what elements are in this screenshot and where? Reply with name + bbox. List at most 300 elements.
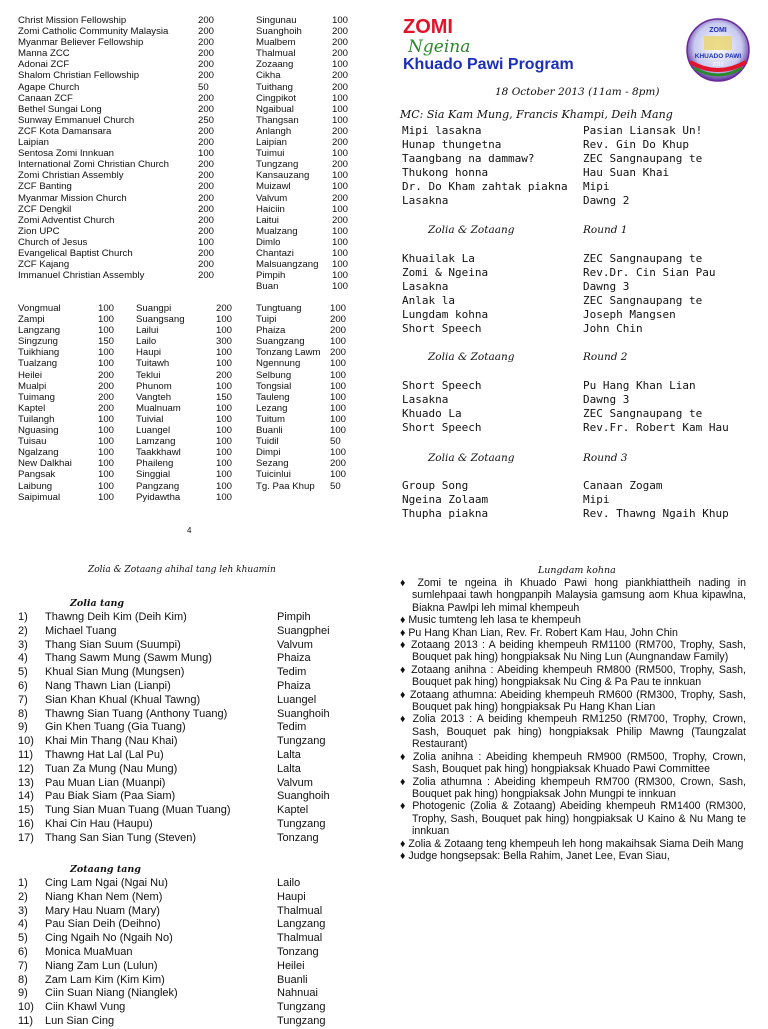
organization-amount: 200	[198, 15, 215, 26]
place-name: Pangsak	[18, 469, 56, 481]
place-name: Tauleng	[256, 391, 290, 403]
program-block-4	[402, 479, 762, 521]
place-name: Ngaibual	[256, 103, 294, 115]
zotaang-heading: Zotaang tang	[70, 864, 141, 875]
place-amount: 100	[330, 469, 347, 481]
place-amount: 100	[216, 325, 233, 337]
place-name: Mualzang	[256, 225, 298, 237]
contestant-village: Thalmual	[277, 932, 323, 945]
places-list-bottom	[18, 303, 358, 503]
contestant-name: Niang Zam Lun (Lulun)	[45, 959, 158, 972]
organization-amount: 200	[198, 214, 215, 226]
contestant-row	[18, 987, 368, 1001]
svg-text:2013: 2013	[712, 62, 724, 68]
place-row	[18, 370, 358, 381]
contestant-village: Tedim	[277, 666, 307, 679]
place-row	[18, 469, 358, 480]
place-amount: 200	[98, 402, 115, 414]
program-performer: Joseph Mangsen	[583, 308, 676, 321]
place-amount: 100	[98, 491, 115, 503]
place-name: Tg. Paa Khup	[256, 480, 315, 492]
place-name: Tonzang Lawm	[256, 347, 321, 359]
organization-row	[18, 70, 218, 81]
program-row	[402, 266, 762, 280]
place-row	[256, 126, 356, 137]
program-row	[402, 507, 762, 521]
thanks-item: ♦ Zotaang anihna : Abeiding khempeuh RM800 (RM500, Trophy, Sash, Bouquet pak hing) hongpiaksak Nu Cing & Pa Pau te innkuan	[400, 663, 746, 689]
contestant-name: Thawng Hat Lal (Lal Pu)	[45, 748, 164, 761]
program-item: Dr. Do Kham zahtak piakna	[402, 180, 568, 193]
program-item: Lasakna	[402, 280, 449, 293]
place-amount: 200	[332, 192, 349, 204]
place-row	[18, 392, 358, 403]
contestant-number: 10)	[18, 1001, 34, 1014]
organization-row	[18, 48, 218, 59]
contestant-name: Khual Sian Mung (Mungsen)	[45, 666, 185, 679]
brand-ngeina: Ngeina	[408, 37, 471, 57]
place-amount: 100	[216, 436, 233, 448]
place-amount: 100	[330, 380, 347, 392]
organization-amount: 200	[198, 159, 215, 171]
program-row	[402, 493, 762, 507]
round-1-title: Round 1	[583, 224, 628, 236]
place-name: New Dalkhai	[18, 458, 72, 470]
organization-name: Agape Church	[18, 81, 80, 93]
place-amount: 100	[330, 358, 347, 370]
thanks-heading: Lungdam kohna	[538, 565, 616, 576]
contestant-village: Pimpih	[277, 611, 311, 623]
place-row	[256, 170, 356, 181]
place-row	[18, 314, 358, 325]
place-name: Vongmual	[18, 303, 61, 314]
contestant-row	[18, 763, 368, 777]
contestant-row	[18, 1015, 368, 1029]
place-name: Tuisau	[18, 436, 47, 448]
contestant-row	[18, 974, 368, 988]
place-name: Tongsial	[256, 380, 292, 392]
place-name: Suangsang	[136, 314, 185, 326]
place-row	[18, 403, 358, 414]
place-name: Laipian	[256, 137, 287, 149]
place-name: Tuivial	[136, 413, 164, 425]
zotaang-list	[18, 877, 368, 1029]
organization-amount: 200	[198, 70, 215, 82]
contestant-number: 11)	[18, 1014, 34, 1027]
contestant-name: Michael Tuang	[45, 624, 117, 637]
place-name: Dimlo	[256, 236, 281, 248]
place-row	[18, 436, 358, 447]
organization-name: International Zomi Christian Church	[18, 159, 169, 171]
organization-row	[18, 37, 218, 48]
organization-row	[18, 148, 218, 159]
contestant-village: Suanghoih	[277, 790, 330, 803]
organization-row	[18, 15, 218, 26]
organization-amount: 200	[198, 137, 215, 149]
place-row	[256, 104, 356, 115]
place-name: Thalmual	[256, 48, 296, 60]
place-row	[18, 336, 358, 347]
place-amount: 100	[330, 447, 347, 459]
contestant-village: Suanghoih	[277, 707, 330, 720]
organization-name: Manna ZCC	[18, 48, 70, 60]
program-performer: Rev. Thawng Ngaih Khup	[583, 507, 729, 520]
organization-row	[18, 181, 218, 192]
contestant-row	[18, 735, 368, 749]
contestant-village: Thalmual	[277, 904, 323, 917]
place-name: Suangpi	[136, 303, 172, 314]
place-amount: 100	[98, 458, 115, 470]
program-row	[402, 379, 762, 393]
place-name: Ngennung	[256, 358, 301, 370]
contestant-name: Gin Khen Tuang (Gia Tuang)	[45, 721, 186, 734]
place-name: Haupi	[136, 347, 162, 359]
contestant-village: Luangel	[277, 693, 317, 706]
thanks-item: ♦ Pu Hang Khan Lian, Rev. Fr. Robert Kam Hau, John Chin	[400, 626, 678, 639]
place-amount: 100	[332, 114, 349, 126]
program-item: Mipi lasakna	[402, 124, 482, 137]
place-name: Pyidawtha	[136, 491, 181, 503]
place-row	[256, 204, 356, 215]
contestant-name: Zam Lam Kim (Kim Kim)	[45, 973, 165, 986]
program-item: Zomi & Ngeina	[402, 266, 489, 279]
place-amount: 150	[216, 391, 233, 403]
place-amount: 100	[332, 281, 349, 293]
place-amount: 100	[330, 391, 347, 403]
contestant-row	[18, 932, 368, 946]
organization-amount: 200	[198, 92, 215, 104]
round-2-label: Zolia & Zotaang	[428, 351, 515, 363]
place-amount: 200	[330, 347, 347, 359]
place-name: Tuimang	[18, 391, 55, 403]
place-name: Laibung	[18, 480, 53, 492]
place-amount: 100	[330, 336, 347, 348]
program-block-3	[402, 379, 762, 435]
svg-text:KHUADO PAWI: KHUADO PAWI	[694, 53, 742, 60]
place-name: Tuitawh	[136, 358, 170, 370]
place-row	[256, 248, 356, 259]
contestant-number: 1)	[18, 877, 28, 889]
place-amount: 150	[98, 336, 115, 348]
contestant-number: 2)	[18, 624, 28, 637]
place-name: Mualbem	[256, 37, 296, 49]
contestant-row	[18, 749, 368, 763]
program-item: Taangbang na dammaw?	[402, 152, 535, 165]
place-row	[18, 425, 358, 436]
place-name: Singzung	[18, 336, 59, 348]
organization-name: ZCF Kota Damansara	[18, 125, 112, 137]
contestant-row	[18, 905, 368, 919]
place-name: Haiciin	[256, 203, 285, 215]
organization-name: Zomi Catholic Community Malaysia	[18, 26, 169, 38]
contestant-village: Tedim	[277, 721, 307, 734]
place-name: Anlangh	[256, 125, 292, 137]
organization-row	[18, 226, 218, 237]
organization-name: Laipian	[18, 137, 49, 149]
place-name: Chantazi	[256, 247, 294, 259]
place-name: Buanli	[256, 425, 283, 437]
contestant-row	[18, 832, 368, 846]
contestant-village: Lalta	[277, 748, 301, 761]
organization-amount: 200	[198, 270, 215, 282]
place-amount: 100	[216, 425, 233, 437]
place-name: Nguasing	[18, 425, 59, 437]
program-item: Lasakna	[402, 194, 449, 207]
place-row	[256, 159, 356, 170]
contestant-number: 8)	[18, 973, 28, 986]
contestant-row	[18, 960, 368, 974]
place-amount: 200	[332, 137, 349, 149]
place-name: Heilei	[18, 369, 42, 381]
contestant-number: 4)	[18, 918, 28, 931]
contestant-number: 3)	[18, 904, 28, 917]
program-item: Anlak la	[402, 294, 455, 307]
place-row	[18, 492, 358, 503]
program-row	[402, 194, 762, 208]
thanks-item: ♦ Zolia & Zotaang teng khempeuh leh hong makaihsak Siama Deih Mang	[400, 837, 744, 850]
place-name: Tuimui	[256, 148, 285, 160]
place-name: Singunau	[256, 15, 297, 26]
organization-amount: 200	[198, 203, 215, 215]
organization-amount: 200	[198, 26, 215, 38]
contestant-row	[18, 666, 368, 680]
contestant-number: 15)	[18, 804, 34, 817]
contestant-village: Kaptel	[277, 804, 309, 817]
organization-name: Bethel Sungai Long	[18, 103, 102, 115]
program-row	[402, 308, 762, 322]
place-name: Tuikhiang	[18, 347, 60, 359]
place-amount: 100	[332, 236, 349, 248]
organization-amount: 200	[198, 170, 215, 182]
organization-amount: 200	[198, 48, 215, 60]
place-row	[18, 447, 358, 458]
program-item: Short Speech	[402, 379, 482, 392]
contestant-village: Tonzang	[277, 945, 319, 958]
contestant-name: Niang Khan Nem (Nem)	[45, 890, 163, 903]
place-name: Langzang	[18, 325, 61, 337]
thanks-item: ♦ Zomi te ngeina ih Khuado Pawi hong piankhiattheih nading in sumlehpaai tawh hongpanpih Malaysia gamsung aom Khua kipawlna, Biakna Pawlpi leh mimal khempeuh	[400, 577, 746, 614]
contestant-name: Pau Biak Siam (Paa Siam)	[45, 790, 176, 803]
place-amount: 200	[332, 70, 349, 82]
place-amount: 100	[216, 458, 233, 470]
contestant-row	[18, 721, 368, 735]
organization-amount: 200	[198, 192, 215, 204]
place-amount: 100	[332, 270, 349, 282]
place-amount: 100	[216, 380, 233, 392]
contestant-village: Haupi	[277, 890, 306, 903]
place-amount: 100	[98, 325, 115, 337]
contestant-village: Phaiza	[277, 679, 311, 692]
organization-name: Myanmar Believer Fellowship	[18, 37, 144, 49]
place-row	[18, 347, 358, 358]
organization-row	[18, 26, 218, 37]
organization-name: Myanmar Mission Church	[18, 192, 127, 204]
contestant-name: Lun Sian Cing	[45, 1014, 115, 1027]
contestant-row	[18, 652, 368, 666]
program-item: Hunap thungetna	[402, 138, 502, 151]
contestant-name: Thang San Sian Tung (Steven)	[45, 831, 197, 844]
organization-row	[18, 270, 218, 281]
program-row	[402, 393, 762, 407]
organization-row	[18, 59, 218, 70]
place-amount: 100	[216, 480, 233, 492]
round-3-label: Zolia & Zotaang	[428, 452, 515, 464]
place-amount: 100	[330, 402, 347, 414]
place-amount: 100	[98, 469, 115, 481]
round-1-label: Zolia & Zotaang	[428, 224, 515, 236]
contestant-village: Tungzang	[277, 817, 326, 830]
contestant-number: 9)	[18, 721, 28, 734]
contestants-heading: Zolia & Zotaang ahihal tang leh khuamin	[88, 565, 276, 575]
place-name: Thangsan	[256, 114, 299, 126]
contestant-number: 3)	[18, 638, 28, 651]
contestant-row	[18, 891, 368, 905]
place-name: Muizawl	[256, 181, 291, 193]
program-row	[402, 166, 762, 180]
program-item: Khuailak La	[402, 252, 475, 265]
contestant-number: 8)	[18, 707, 28, 720]
place-name: Tungtuang	[256, 303, 302, 314]
place-amount: 200	[332, 125, 349, 137]
place-name: Tuilangh	[18, 413, 55, 425]
place-amount: 100	[332, 103, 349, 115]
place-row	[256, 37, 356, 48]
program-row	[402, 152, 762, 166]
contestant-number: 13)	[18, 776, 34, 789]
contestant-village: Lailo	[277, 877, 301, 889]
place-row	[256, 15, 356, 26]
program-block-1	[402, 124, 762, 208]
contestant-village: Suangphei	[277, 624, 330, 637]
place-amount: 200	[332, 48, 349, 60]
program-row	[402, 407, 762, 421]
place-row	[256, 48, 356, 59]
contestant-village: Tonzang	[277, 831, 319, 844]
contestant-row	[18, 611, 368, 625]
place-name: Vangteh	[136, 391, 172, 403]
program-item: Ngeina Zolaam	[402, 493, 489, 506]
place-name: Tuithang	[256, 81, 293, 93]
contestant-row	[18, 1001, 368, 1015]
place-amount: 100	[98, 358, 115, 370]
thanks-item: ♦ Zolia athumna : Abeiding khempeuh RM700 (RM300, Crown, Sash, Bouquet pak hing) hongpiaksak John Mungpi te innkuan	[400, 775, 746, 800]
place-amount: 100	[98, 314, 115, 326]
organization-name: Immanuel Christian Assembly	[18, 270, 145, 282]
place-amount: 100	[216, 469, 233, 481]
place-name: Kansauzang	[256, 170, 310, 182]
place-name: Kaptel	[18, 402, 46, 414]
program-mc: MC: Sia Kam Mung, Francis Khampi, Deih Mang	[400, 108, 673, 121]
place-row	[256, 82, 356, 93]
program-performer: Dawng 2	[583, 194, 630, 207]
round-2-title: Round 2	[583, 351, 628, 363]
organization-row	[18, 259, 218, 270]
contestant-name: Cing Lam Ngai (Ngai Nu)	[45, 877, 168, 889]
organization-name: Evangelical Baptist Church	[18, 247, 133, 259]
organization-name: Sunway Emmanuel Church	[18, 114, 135, 126]
thanks-item: ♦ Zotaang 2013 : A beiding khempeuh RM1100 (RM700, Trophy, Sash, Bouquet pak hing) hongpiaksak Nu Ning Lun (Aungnandaw Family)	[400, 639, 746, 664]
contestant-number: 6)	[18, 945, 28, 958]
contestant-name: Monica MuaMuan	[45, 945, 133, 958]
zolia-heading: Zolia tang	[70, 598, 125, 609]
contestant-row	[18, 818, 368, 832]
place-name: Taakkhawl	[136, 447, 181, 459]
thanks-item: ♦ Music tumteng leh lasa te khempeuh	[400, 614, 581, 627]
place-amount: 100	[216, 314, 233, 326]
place-name: Malsuangzang	[256, 259, 319, 271]
contestant-number: 10)	[18, 735, 34, 748]
place-amount: 100	[332, 92, 349, 104]
organization-row	[18, 170, 218, 181]
contestant-row	[18, 804, 368, 818]
place-amount: 100	[98, 436, 115, 448]
organization-row	[18, 93, 218, 104]
thanks-item: ♦ Zotaang athumna: Abeiding khempeuh RM600 (RM300, Trophy, Sash, Bouquet pak hing) hongpiaksak Pu Hang Khan Lian	[400, 688, 746, 714]
place-amount: 100	[332, 148, 349, 160]
contestant-row	[18, 877, 368, 891]
place-row	[18, 458, 358, 469]
contestant-number: 6)	[18, 679, 28, 692]
place-name: Tualzang	[18, 358, 58, 370]
place-name: Teklui	[136, 369, 161, 381]
place-amount: 100	[216, 347, 233, 359]
place-name: Lezang	[256, 402, 288, 414]
place-row	[18, 358, 358, 369]
contestant-village: Langzang	[277, 918, 326, 931]
organization-name: Zomi Christian Assembly	[18, 170, 124, 182]
place-amount: 200	[332, 26, 349, 38]
place-amount: 50	[330, 480, 341, 492]
contestant-village: Phaiza	[277, 652, 311, 665]
place-amount: 100	[216, 447, 233, 459]
organization-list	[18, 15, 218, 281]
place-row	[256, 70, 356, 81]
contestant-name: Thang Sawm Mung (Sawm Mung)	[45, 652, 212, 665]
program-performer: Rev. Gin Do Khup	[583, 138, 689, 151]
organization-amount: 200	[198, 125, 215, 137]
contestant-name: Pau Muan Lian (Muanpi)	[45, 776, 166, 789]
place-name: Tuitum	[256, 413, 285, 425]
contestant-name: Khai Cin Hau (Haupu)	[45, 817, 153, 830]
place-name: Tuipi	[256, 314, 277, 326]
place-name: Buan	[256, 281, 279, 293]
organization-name: Zion UPC	[18, 225, 60, 237]
contestant-row	[18, 918, 368, 932]
contestant-row	[18, 708, 368, 722]
place-name: Mualnuam	[136, 402, 181, 414]
organization-row	[18, 248, 218, 259]
place-row	[18, 381, 358, 392]
place-name: Phunom	[136, 380, 172, 392]
organization-name: ZCF Banting	[18, 181, 72, 193]
program-performer: Hau Suan Khai	[583, 166, 670, 179]
organization-name: Church of Jesus	[18, 236, 88, 248]
contestant-village: Tungzang	[277, 1001, 326, 1014]
place-amount: 100	[98, 425, 115, 437]
program-item: Group Song	[402, 479, 469, 492]
program-performer: Dawng 3	[583, 393, 630, 406]
contestant-number: 12)	[18, 762, 34, 775]
contestant-number: 14)	[18, 790, 34, 803]
place-amount: 200	[330, 458, 347, 470]
organization-row	[18, 137, 218, 148]
place-name: Mualpi	[18, 380, 47, 392]
contestant-row	[18, 639, 368, 653]
contestant-name: Thawng Deih Kim (Deih Kim)	[45, 611, 187, 623]
place-amount: 200	[216, 369, 233, 381]
contestant-name: Thawng Sian Tuang (Anthony Tuang)	[45, 707, 228, 720]
place-row	[256, 148, 356, 159]
place-amount: 200	[98, 391, 115, 403]
